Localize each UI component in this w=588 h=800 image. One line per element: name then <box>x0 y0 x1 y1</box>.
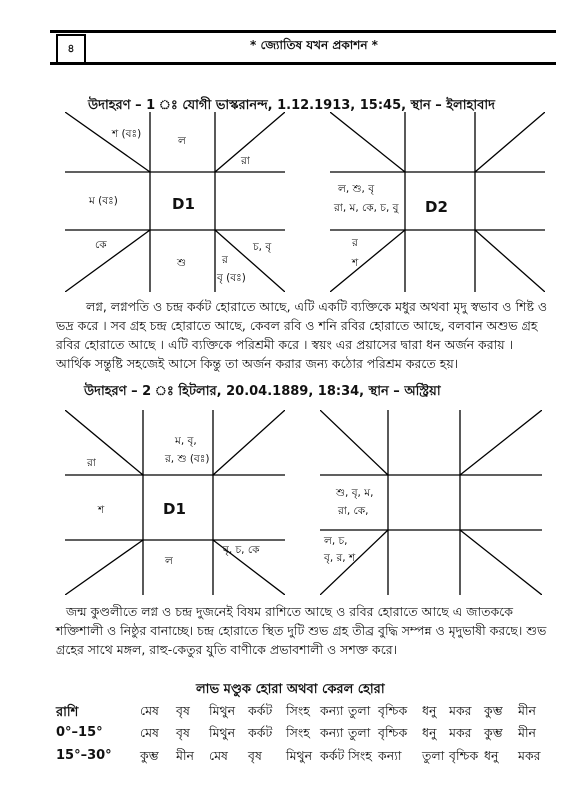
table-cell: তুলা <box>422 748 445 763</box>
table-row-label: 15°–30° <box>56 748 112 763</box>
d1-center: D1 <box>172 195 195 213</box>
d1-la: ল <box>178 135 186 147</box>
paragraph-line: গ্রহের সাথে মঙ্গল, রাহু-কেতুর যুতি বাণীকে প্রভাবশালী ও সশক্ত করে। <box>56 642 398 657</box>
d1b-sha: শ <box>98 504 105 516</box>
table-cell: বৃশ্চিক <box>378 725 408 740</box>
d1-cha-bri: চ, বৃ <box>253 241 272 253</box>
table-cell: মেষ <box>140 703 159 718</box>
header-title: * জ্যোতিষ যখন প্রকাশন * <box>250 38 378 52</box>
d1-shu: শু <box>177 257 187 269</box>
table-cell: মেষ <box>140 725 159 740</box>
d1b-top2: র, শু (বঃ) <box>165 453 210 465</box>
example1-d1-chart <box>65 112 285 292</box>
d2-line2: রা, ম, কে, চ, বু <box>334 202 399 214</box>
table-cell: মিথুন <box>209 703 236 718</box>
paragraph-line: রবির হোরাতে আছে । এটি ব্যক্তিকে পরিশ্রমী করে । স্বয়ং এর প্রয়াসের দ্বারা ধন অর্জন করায় । <box>56 337 514 352</box>
d2b-line2: রা, কে, <box>338 505 369 517</box>
table-cell: মকর <box>449 703 472 718</box>
table-cell: তুলা <box>348 725 371 740</box>
table-cell: কুম্ভ <box>484 703 503 718</box>
table-row <box>56 725 556 745</box>
d2b-line1: শু, বৃ, ম, <box>336 487 374 499</box>
example2-paragraph <box>56 602 556 659</box>
table-cell: ধনু <box>422 725 437 740</box>
d1b-la: ল <box>165 555 173 567</box>
example1-title: উদাহরণ – 1 ঃ যোগী ভাস্করানন্দ, 1.12.1913, 15:45, স্থান – ইলাহাবাদ <box>88 98 495 113</box>
d1b-br: বৃ, চ, কে <box>223 544 260 556</box>
table-cell: সিংহ <box>348 748 372 763</box>
d2-ra: র <box>352 237 358 249</box>
table-cell: মিথুন <box>286 748 313 763</box>
table-row <box>56 748 556 768</box>
page-header <box>50 28 556 66</box>
d1-bri-bo: বৃ (বঃ) <box>217 272 246 284</box>
example2-d1-chart <box>65 410 285 595</box>
d2-sha: শ <box>352 257 359 269</box>
d1b-top1: ম, বৃ, <box>175 435 197 447</box>
paragraph-line: লগ্ন, লগ্নপতি ও চন্দ্র কর্কট হোরাতে আছে, এটি একটি ব্যক্তিকে মধুর অথবা মৃদু স্বভাব ও শিষ্ট ও <box>86 299 548 314</box>
table-cell: কন্যা <box>320 703 344 718</box>
table-cell: বৃষ <box>176 725 190 740</box>
table-row-label: 0°–15° <box>56 725 103 740</box>
table-cell: সিংহ <box>286 703 310 718</box>
table-cell: বৃশ্চিক <box>449 748 479 763</box>
table-cell: মেষ <box>209 748 228 763</box>
table-cell: ধনু <box>422 703 437 718</box>
example2-title: উদাহরণ – 2 ঃ হিটলার, 20.04.1889, 18:34, স্থান – অস্ট্রিয়া <box>84 384 441 399</box>
table-row <box>56 703 556 723</box>
d2-line1: ল, শু, বৃ <box>338 183 375 195</box>
d1-ra: রা <box>241 155 250 167</box>
header-rule-bottom <box>50 62 556 65</box>
table-cell: কুম্ভ <box>140 748 159 763</box>
paragraph-line: জন্ম কুণ্ডলীতে লগ্ন ও চন্দ্র দুজনেই বিষম রাশিতে আছে ও রবির হোরাতে আছে এ জাতককে <box>66 604 513 619</box>
table-cell: কর্কট <box>248 703 273 718</box>
d2-center: D2 <box>425 198 448 216</box>
example1-d2-chart <box>330 112 545 292</box>
d1-ma-bo: ম (বঃ) <box>89 195 118 207</box>
table-cell: কর্কট <box>320 748 345 763</box>
header-rule-top <box>50 30 556 33</box>
table-row-label: রাশি <box>56 705 79 720</box>
d1b-ra: রা <box>87 457 96 469</box>
table-cell: মীন <box>176 748 194 763</box>
table-cell: মিথুন <box>209 725 236 740</box>
table-cell: তুলা <box>348 703 371 718</box>
d2b-line3: ল, চ, <box>324 535 348 547</box>
table-heading: লাভ মণ্ডুক হোরা অথবা কেরল হোরা <box>196 682 385 697</box>
table-cell: বৃশ্চিক <box>378 703 408 718</box>
paragraph-line: শক্তিশালী ও নিষ্ঠুর বানাচ্ছে। চন্দ্র হোরাতে স্থিত দুটি শুভ গ্রহ তীব্র বুদ্ধি সম্পন্ন ও মৃদুভাষী করছে। শুভ <box>56 623 547 638</box>
example1-paragraph <box>56 297 556 373</box>
page-number: ৪ <box>56 34 86 64</box>
table-cell: কন্যা <box>378 748 402 763</box>
table-cell: মীন <box>518 703 536 718</box>
table-cell: মকর <box>449 725 472 740</box>
table-cell: বৃষ <box>248 748 262 763</box>
example2-d2-chart <box>320 410 542 595</box>
paragraph-line: ভদ্র করে । সব গ্রহ চন্দ্র হোরাতে আছে, কেবল রবি ও শনি রবির হোরাতে আছে, বলবান অশুভ গ্রহ <box>56 318 538 333</box>
table-cell: কন্যা <box>320 725 344 740</box>
d1b-center: D1 <box>163 500 186 518</box>
paragraph-line: আর্থিক সন্তুষ্টি সহজেই আসে কিন্তু তা অর্জন করার জন্য কঠোর পরিশ্রম করতে হয়। <box>56 356 459 371</box>
table-cell: সিংহ <box>286 725 310 740</box>
table-cell: কর্কট <box>248 725 273 740</box>
d1-ke: কে <box>95 239 107 251</box>
d1-ra2: র <box>222 254 228 266</box>
table-cell: ধনু <box>484 748 499 763</box>
table-cell: মকর <box>518 748 541 763</box>
table-cell: কুম্ভ <box>484 725 503 740</box>
d1-sha-bo: শ (বঃ) <box>112 128 142 140</box>
table-cell: বৃষ <box>176 703 190 718</box>
d2b-line4: বৃ, র, শ <box>324 552 356 564</box>
table-cell: মীন <box>518 725 536 740</box>
